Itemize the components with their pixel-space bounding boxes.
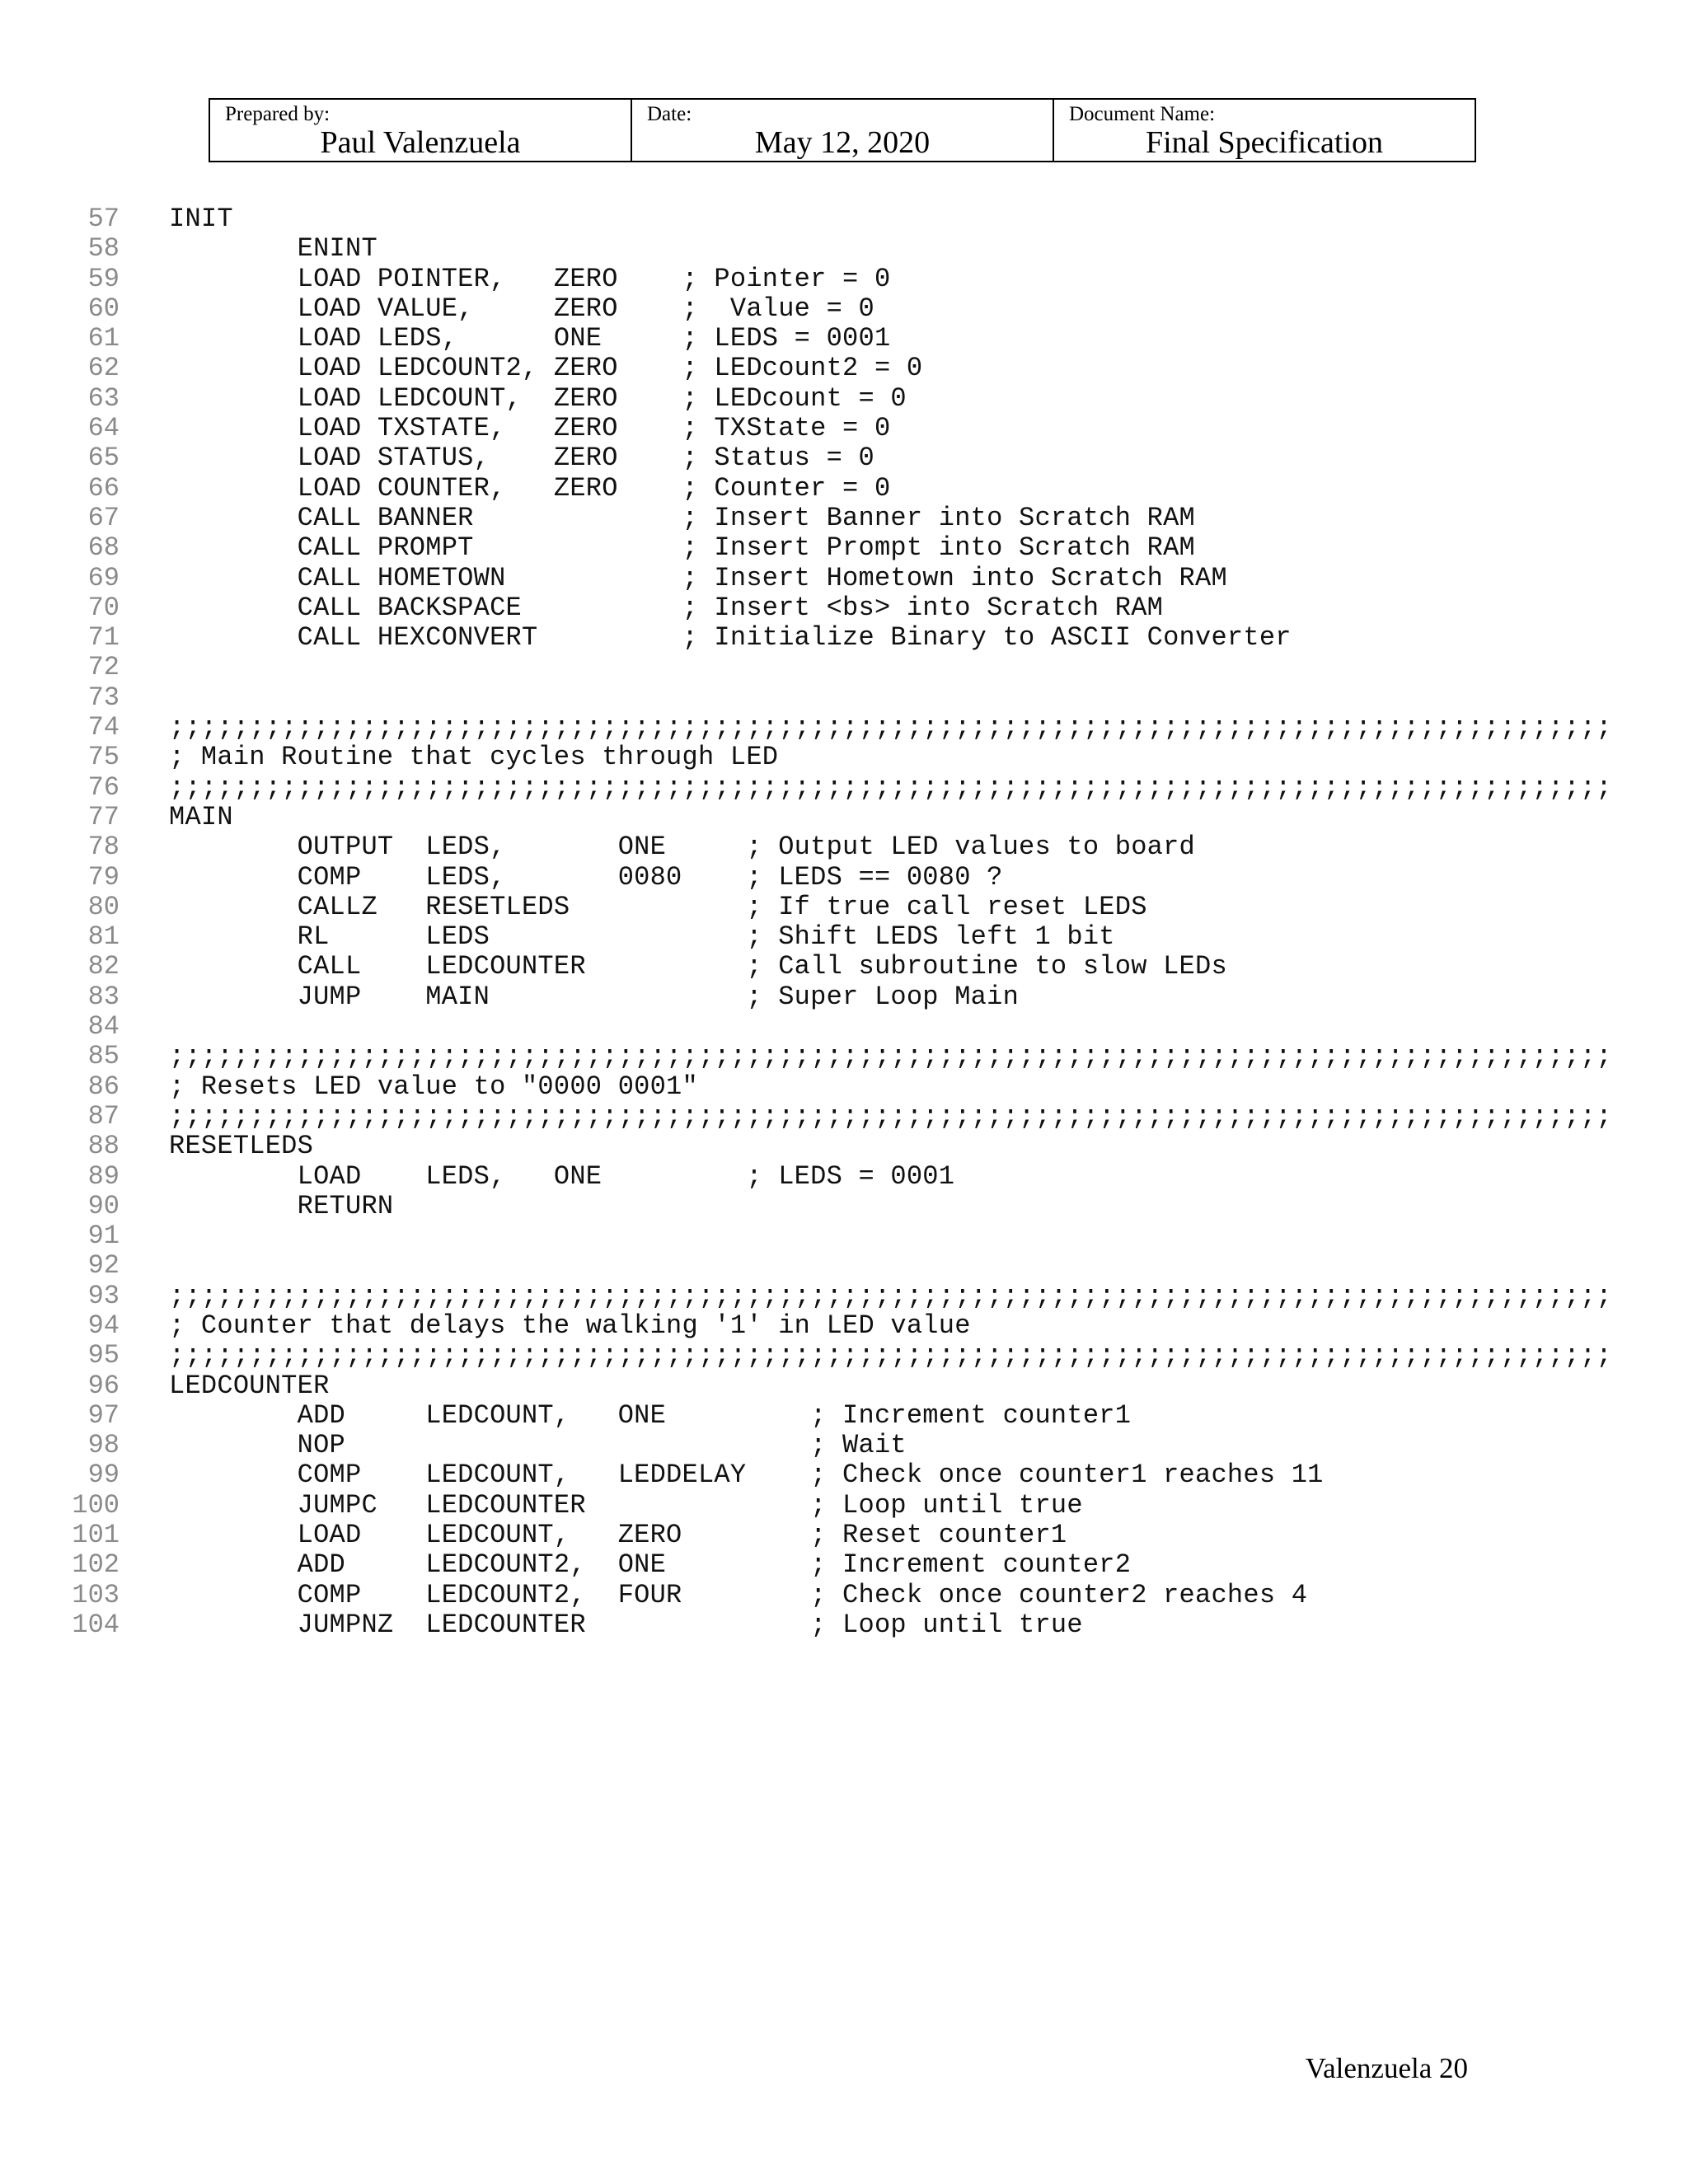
code-text: NOP ; Wait [169,1430,907,1461]
code-text: ; Resets LED value to "0000 0001" [169,1071,698,1102]
line-number: 77 [87,801,120,832]
code-text: CALL BANNER ; Insert Banner into Scratch RAM [169,502,1195,533]
line-number: 70 [87,592,120,623]
line-number: 71 [87,622,120,654]
code-text: CALL BACKSPACE ; Insert <bs> into Scratch RAM [169,592,1164,623]
code-text: ENINT [169,233,377,265]
code-text: LOAD COUNTER, ZERO ; Counter = 0 [169,472,891,504]
line-number: 85 [87,1041,120,1072]
code-text: LOAD VALUE, ZERO ; Value = 0 [169,293,874,324]
line-number: 95 [87,1340,120,1371]
line-number: 98 [87,1430,120,1461]
code-text: OUTPUT LEDS, ONE ; Output LED values to board [169,832,1195,863]
line-number: 102 [72,1549,120,1581]
code-text: RETURN [169,1190,394,1221]
line-number: 63 [87,382,120,414]
code-text: LOAD LEDCOUNT2, ZERO ; LEDcount2 = 0 [169,353,923,384]
code-text: JUMPC LEDCOUNTER ; Loop until true [169,1489,1083,1521]
line-number: 67 [87,502,120,533]
line-number: 90 [87,1190,120,1221]
line-number: 79 [87,861,120,893]
line-number: 58 [87,233,120,265]
code-text: LOAD STATUS, ZERO ; Status = 0 [169,443,874,474]
code-text: LOAD POINTER, ZERO ; Pointer = 0 [169,263,891,294]
line-number: 104 [72,1609,120,1640]
date-cell [632,100,1054,161]
line-number: 88 [87,1131,120,1162]
line-number: 101 [72,1520,120,1551]
line-number: 57 [87,204,120,234]
line-number: 59 [87,263,120,294]
line-number: 103 [72,1579,120,1610]
code-text: ;;;;;;;;;;;;;;;;;;;;;;;;;;;;;;;;;;;;;;;;;;;;;;;;;;;;;;;;;;;;;;;;;;;;;;;;;;;;;;;;;;;;;;;;;; [169,1280,1612,1311]
code-text: JUMPNZ LEDCOUNTER ; Loop until true [169,1609,1083,1640]
line-number: 100 [72,1489,120,1521]
line-number: 66 [87,472,120,504]
code-text: RL LEDS ; Shift LEDS left 1 bit [169,921,1115,953]
line-number: 96 [87,1370,120,1401]
line-number: 84 [87,1011,120,1043]
code-text: ; Main Routine that cycles through LED [169,742,779,773]
code-text: LOAD LEDS, ONE ; LEDS = 0001 [169,323,891,354]
code-text: ADD LEDCOUNT, ONE ; Increment counter1 [169,1399,1132,1431]
line-number: 76 [87,771,120,803]
line-number: 91 [87,1221,120,1252]
code-text: CALL PROMPT ; Insert Prompt into Scratch RAM [169,532,1195,564]
code-text: CALLZ RESETLEDS ; If true call reset LEDS [169,891,1147,922]
line-number: 93 [87,1280,120,1311]
code-text: ;;;;;;;;;;;;;;;;;;;;;;;;;;;;;;;;;;;;;;;;;;;;;;;;;;;;;;;;;;;;;;;;;;;;;;;;;;;;;;;;;;;;;;;;;; [169,771,1612,803]
code-text: COMP LEDCOUNT, LEDDELAY ; Check once counter1 reaches 11 [169,1460,1324,1491]
code-text: ADD LEDCOUNT2, ONE ; Increment counter2 [169,1549,1132,1581]
line-number: 75 [87,742,120,773]
prepared-by-label: Prepared by: [225,103,331,125]
line-number: 74 [87,712,120,743]
line-number: 82 [87,951,120,982]
line-number: 64 [87,413,120,444]
line-number: 61 [87,323,120,354]
document-name-cell [1054,100,1475,161]
code-text: COMP LEDS, 0080 ; LEDS == 0080 ? [169,861,1003,893]
line-number: 80 [87,891,120,922]
code-text: RESETLEDS [169,1131,314,1162]
line-number: 92 [87,1250,120,1282]
code-text: ;;;;;;;;;;;;;;;;;;;;;;;;;;;;;;;;;;;;;;;;;;;;;;;;;;;;;;;;;;;;;;;;;;;;;;;;;;;;;;;;;;;;;;;;;; [169,712,1612,743]
document-name-value: Final Specification [1145,125,1384,160]
code-text: INIT [169,204,233,234]
code-text: ; Counter that delays the walking '1' in LED value [169,1310,971,1341]
line-number: 83 [87,981,120,1012]
code-text: JUMP MAIN ; Super Loop Main [169,981,1020,1012]
code-text: CALL HEXCONVERT ; Initialize Binary to ASCII Converter [169,622,1292,654]
line-number: 65 [87,443,120,474]
code-text: MAIN [169,801,233,832]
prepared-by-value: Paul Valenzuela [320,125,521,160]
line-number: 89 [87,1160,120,1192]
code-text: ;;;;;;;;;;;;;;;;;;;;;;;;;;;;;;;;;;;;;;;;;;;;;;;;;;;;;;;;;;;;;;;;;;;;;;;;;;;;;;;;;;;;;;;;;; [169,1100,1612,1132]
code-text: CALL HOMETOWN ; Insert Hometown into Scratch RAM [169,562,1227,593]
code-text: LOAD LEDS, ONE ; LEDS = 0001 [169,1160,955,1192]
line-number: 62 [87,353,120,384]
line-number: 68 [87,532,120,564]
code-text: CALL LEDCOUNTER ; Call subroutine to slow LEDs [169,951,1227,982]
line-number: 99 [87,1460,120,1491]
line-number: 86 [87,1071,120,1102]
document-header-table [209,98,1476,162]
prepared-by-cell [210,100,632,161]
date-label: Date: [647,103,692,125]
code-text: LOAD TXSTATE, ZERO ; TXState = 0 [169,413,891,444]
line-number: 73 [87,682,120,713]
line-number: 87 [87,1100,120,1132]
code-text: LOAD LEDCOUNT, ZERO ; Reset counter1 [169,1520,1067,1551]
code-text: ;;;;;;;;;;;;;;;;;;;;;;;;;;;;;;;;;;;;;;;;;;;;;;;;;;;;;;;;;;;;;;;;;;;;;;;;;;;;;;;;;;;;;;;;;; [169,1340,1612,1371]
document-name-label: Document Name: [1069,103,1216,125]
date-value: May 12, 2020 [754,125,931,160]
code-text: COMP LEDCOUNT2, FOUR ; Check once counter2 reaches 4 [169,1579,1308,1610]
line-number: 69 [87,562,120,593]
code-text: LEDCOUNTER [169,1370,330,1401]
page-footer: Valenzuela 20 [1305,2052,1468,2084]
line-number: 81 [87,921,120,953]
line-number: 60 [87,293,120,324]
line-number: 72 [87,652,120,683]
line-number: 94 [87,1310,120,1341]
code-text: LOAD LEDCOUNT, ZERO ; LEDcount = 0 [169,382,907,414]
code-text: ;;;;;;;;;;;;;;;;;;;;;;;;;;;;;;;;;;;;;;;;;;;;;;;;;;;;;;;;;;;;;;;;;;;;;;;;;;;;;;;;;;;;;;;;;; [169,1041,1612,1072]
line-number: 97 [87,1399,120,1431]
line-number: 78 [87,832,120,863]
